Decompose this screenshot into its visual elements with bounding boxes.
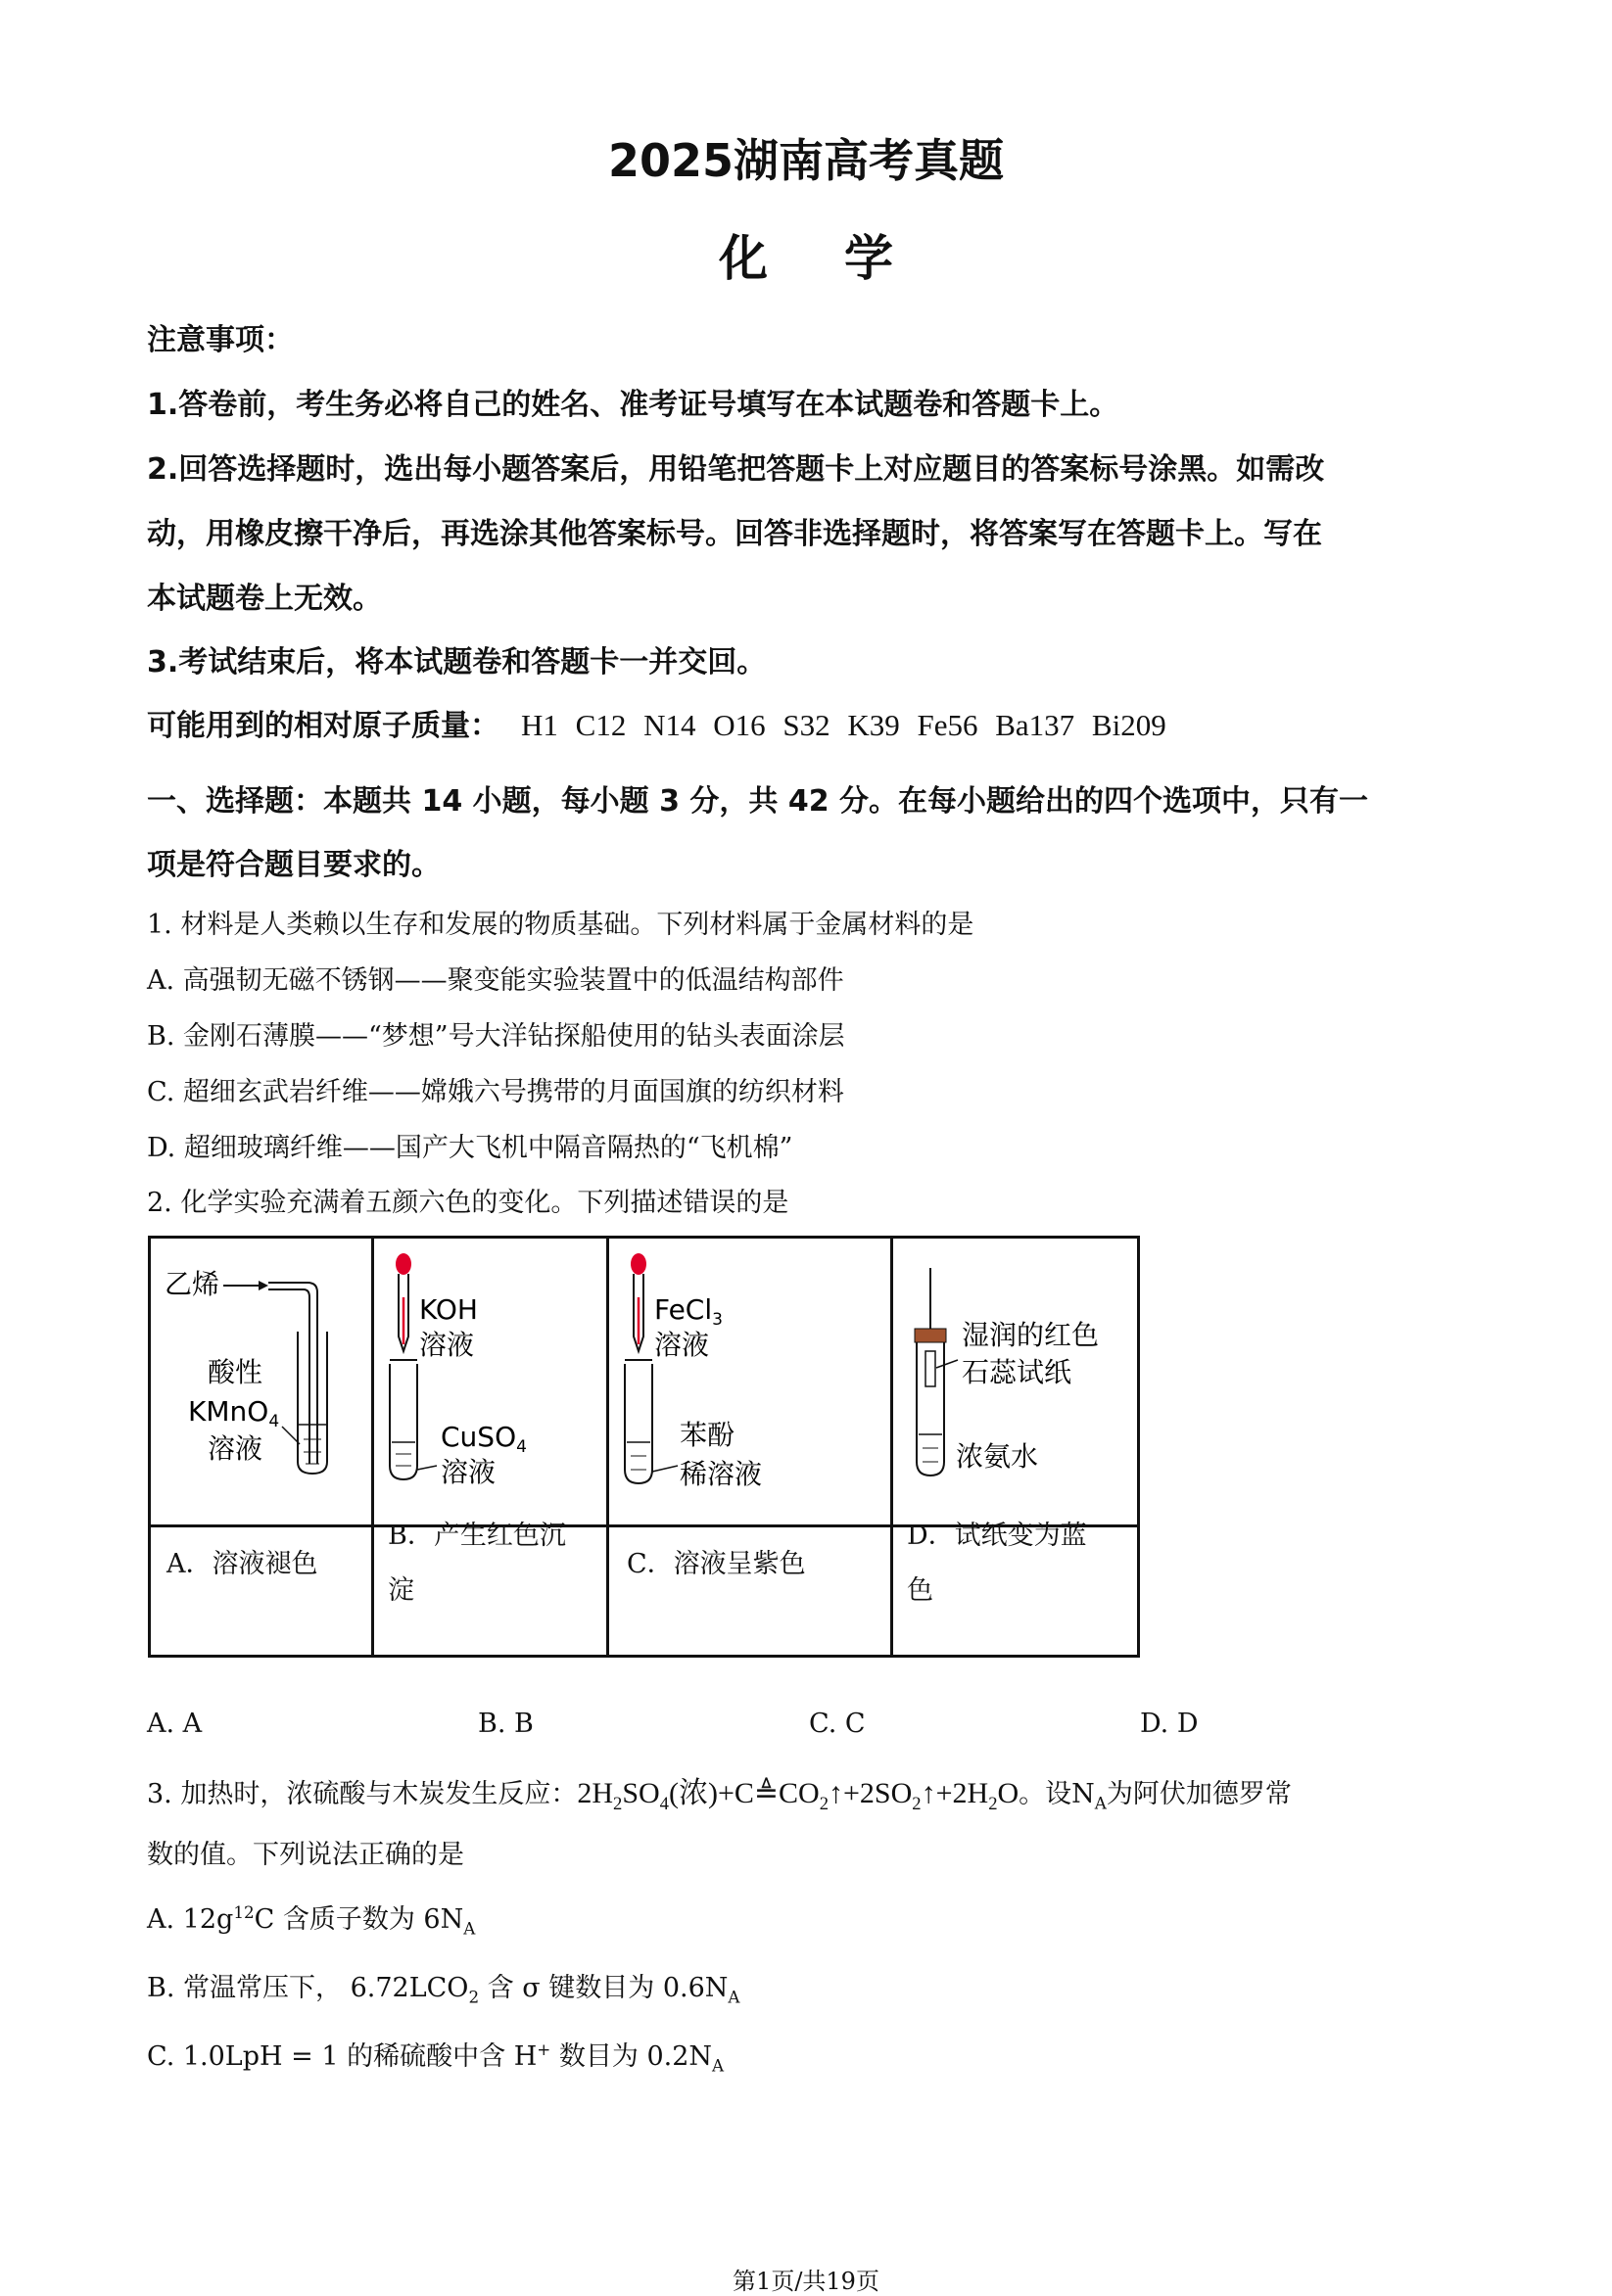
eq-subscript: 2 <box>468 1987 480 2007</box>
q3-c-text: C. 1.0LpH = 1 的稀硫酸中含 H <box>147 2041 538 2072</box>
q3-option-a <box>147 1898 475 1938</box>
q3-stem-line-1 <box>147 1768 1292 1815</box>
kmno4-formula: KMnO <box>188 1395 269 1428</box>
koh-label: KOH <box>419 1293 478 1326</box>
q3-c-text: 数目为 0.2N <box>550 2041 713 2072</box>
koh-solution-label: 溶液 <box>419 1329 475 1361</box>
option-b-description-line-2: 淀 <box>388 1575 414 1606</box>
solution-label: 溶液 <box>208 1432 263 1465</box>
eq-term: SO <box>622 1777 660 1809</box>
atomic-mass-label: 可能用到的相对原子质量： <box>147 709 499 743</box>
atomic-mass-line <box>147 701 1166 744</box>
section-heading-line-1: 一、选择题：本题共 14 小题，每小题 3 分，共 42 分。在每小题给出的四个选项中，只有一 <box>147 784 1369 819</box>
subject-title: 化学 <box>719 230 970 287</box>
litmus-paper <box>925 1351 935 1386</box>
exam-title: 2025湖南高考真题 <box>607 134 1005 187</box>
test-tube <box>625 1364 652 1483</box>
na-subscript: A <box>712 2055 725 2076</box>
dropper-bulb <box>631 1253 646 1275</box>
pointer-line <box>652 1466 678 1472</box>
ethylene-kmno4-apparatus <box>151 1239 371 1524</box>
q3-stem-suffix: 为阿伏加德罗常 <box>1106 1779 1292 1809</box>
eq-subscript: 2 <box>819 1794 830 1814</box>
q2-answer-d: D. D <box>1140 1709 1199 1739</box>
q2-stem: 2. 化学实验充满着五颜六色的变化。下列描述错误的是 <box>147 1188 789 1218</box>
na-subscript: A <box>463 1918 476 1939</box>
page-footer: 第1页/共19页 <box>733 2268 879 2295</box>
gas-arrow: ↑ <box>829 1777 844 1809</box>
eq-term: +2H <box>935 1777 989 1809</box>
stopper <box>915 1329 946 1342</box>
heat-sign: ≜ <box>753 1777 780 1809</box>
option-d-description-line-1: D．试纸变为蓝 <box>907 1521 1087 1551</box>
cuso4-formula: CuSO <box>441 1421 517 1453</box>
test-tube <box>390 1364 417 1479</box>
eq-term: 2H <box>577 1777 614 1809</box>
cuso4-label <box>441 1421 527 1457</box>
ion-charge: + <box>537 2039 551 2059</box>
na-subscript: A <box>1094 1793 1107 1813</box>
option-a-description: A．溶液褪色 <box>166 1549 318 1579</box>
q1-option-a: A. 高强韧无磁不锈钢——聚变能实验装置中的低温结构部件 <box>147 965 844 996</box>
dropper-bulb <box>396 1253 411 1275</box>
q3-a-text: A. 12g <box>147 1904 234 1935</box>
eq-term: O <box>997 1777 1019 1809</box>
eq-subscript: 2 <box>988 1794 998 1814</box>
ammonia-label: 浓氨水 <box>956 1440 1039 1473</box>
notice-item-2-line-1: 2.回答选择题时，选出每小题答案后，用铅笔把答题卡上对应题目的答案标号涂黑。如需改 <box>147 452 1325 487</box>
q3-stem-line-2: 数的值。下列说法正确的是 <box>147 1840 464 1870</box>
q1-option-d: D. 超细玻璃纤维——国产大飞机中隔音隔热的“飞机棉” <box>147 1133 793 1163</box>
notice-item-1: 1.答卷前，考生务必将自己的姓名、准考证号填写在本试题卷和答题卡上。 <box>147 388 1119 422</box>
option-c-description: C．溶液呈紫色 <box>627 1549 806 1579</box>
ammonia-litmus-apparatus <box>893 1239 1138 1524</box>
na-subscript: A <box>728 1987 740 2007</box>
q3-option-c <box>147 2035 724 2075</box>
eq-subscript: 4 <box>659 1794 669 1814</box>
q2-answer-a: A. A <box>147 1709 203 1739</box>
q3-option-b <box>147 1966 740 2006</box>
q2-answer-c: C. C <box>809 1709 866 1739</box>
notice-heading: 注意事项： <box>147 323 294 357</box>
q3-stem-prefix: 3. 加热时，浓硫酸与木炭发生反应： <box>147 1779 578 1809</box>
eq-term: (浓)+C <box>668 1777 754 1809</box>
notice-item-2-line-3: 本试题卷上无效。 <box>147 582 382 616</box>
fecl3-label <box>654 1293 723 1330</box>
cuso4-solution-label: 溶液 <box>441 1456 497 1488</box>
notice-item-2-line-2: 动，用橡皮擦干净后，再选涂其他答案标号。回答非选择题时，将答案写在答题卡上。写在 <box>147 517 1322 551</box>
gas-arrow: ↑ <box>921 1777 936 1809</box>
koh-cuso4-apparatus <box>374 1239 606 1524</box>
gas-flow-arrowhead <box>259 1281 268 1290</box>
eq-subscript: 2 <box>613 1794 623 1814</box>
ethylene-label: 乙烯 <box>165 1268 220 1300</box>
q3-a-text: C 含质子数为 6N <box>254 1904 464 1935</box>
q3-reaction-equation <box>577 1777 1019 1814</box>
notice-item-3: 3.考试结束后，将本试题卷和答题卡一并交回。 <box>147 645 767 679</box>
atomic-mass-values: H1 C12 N14 O16 S32 K39 Fe56 Ba137 Bi209 <box>521 708 1166 742</box>
q1-stem: 1. 材料是人类赖以生存和发展的物质基础。下列材料属于金属材料的是 <box>147 910 974 940</box>
acidic-label: 酸性 <box>208 1356 263 1388</box>
kmno4-subscript: 4 <box>268 1412 280 1431</box>
kmno4-label <box>188 1395 279 1431</box>
litmus-paper-label: 石蕊试纸 <box>962 1356 1072 1388</box>
phenol-label: 苯酚 <box>680 1419 735 1451</box>
cuso4-subscript: 4 <box>516 1437 527 1457</box>
q3-stem-mid: 。设N <box>1019 1779 1095 1809</box>
mass-number: 12 <box>233 1902 255 1922</box>
pointer-line <box>417 1466 437 1470</box>
test-tube <box>917 1342 944 1476</box>
q3-b-text: B. 常温常压下， 6.72LCO <box>147 1973 469 2003</box>
experiment-table <box>148 1236 1140 1658</box>
q3-b-text: 含 σ 键数目为 0.6N <box>479 1973 729 2003</box>
fecl3-solution-label: 溶液 <box>654 1329 710 1361</box>
eq-term: +2SO <box>843 1777 913 1809</box>
section-heading-line-2: 项是符合题目要求的。 <box>147 848 441 882</box>
fecl3-phenol-apparatus <box>609 1239 890 1524</box>
eq-term: CO <box>779 1777 820 1809</box>
fecl3-subscript: 3 <box>712 1310 723 1330</box>
option-d-description-line-2: 色 <box>907 1575 933 1606</box>
q1-option-c: C. 超细玄武岩纤维——嫦娥六号携带的月面国旗的纺织材料 <box>147 1077 844 1107</box>
pointer-line <box>936 1360 958 1368</box>
option-b-description-line-1: B．产生红色沉 <box>388 1521 566 1551</box>
q1-option-b: B. 金刚石薄膜——“梦想”号大洋钻探船使用的钻头表面涂层 <box>147 1021 845 1052</box>
phenol-solution-label: 稀溶液 <box>680 1458 763 1490</box>
eq-subscript: 2 <box>912 1794 922 1814</box>
fecl3-formula: FeCl <box>654 1293 713 1326</box>
q2-answer-b: B. B <box>478 1709 534 1739</box>
litmus-label: 湿润的红色 <box>962 1319 1100 1351</box>
